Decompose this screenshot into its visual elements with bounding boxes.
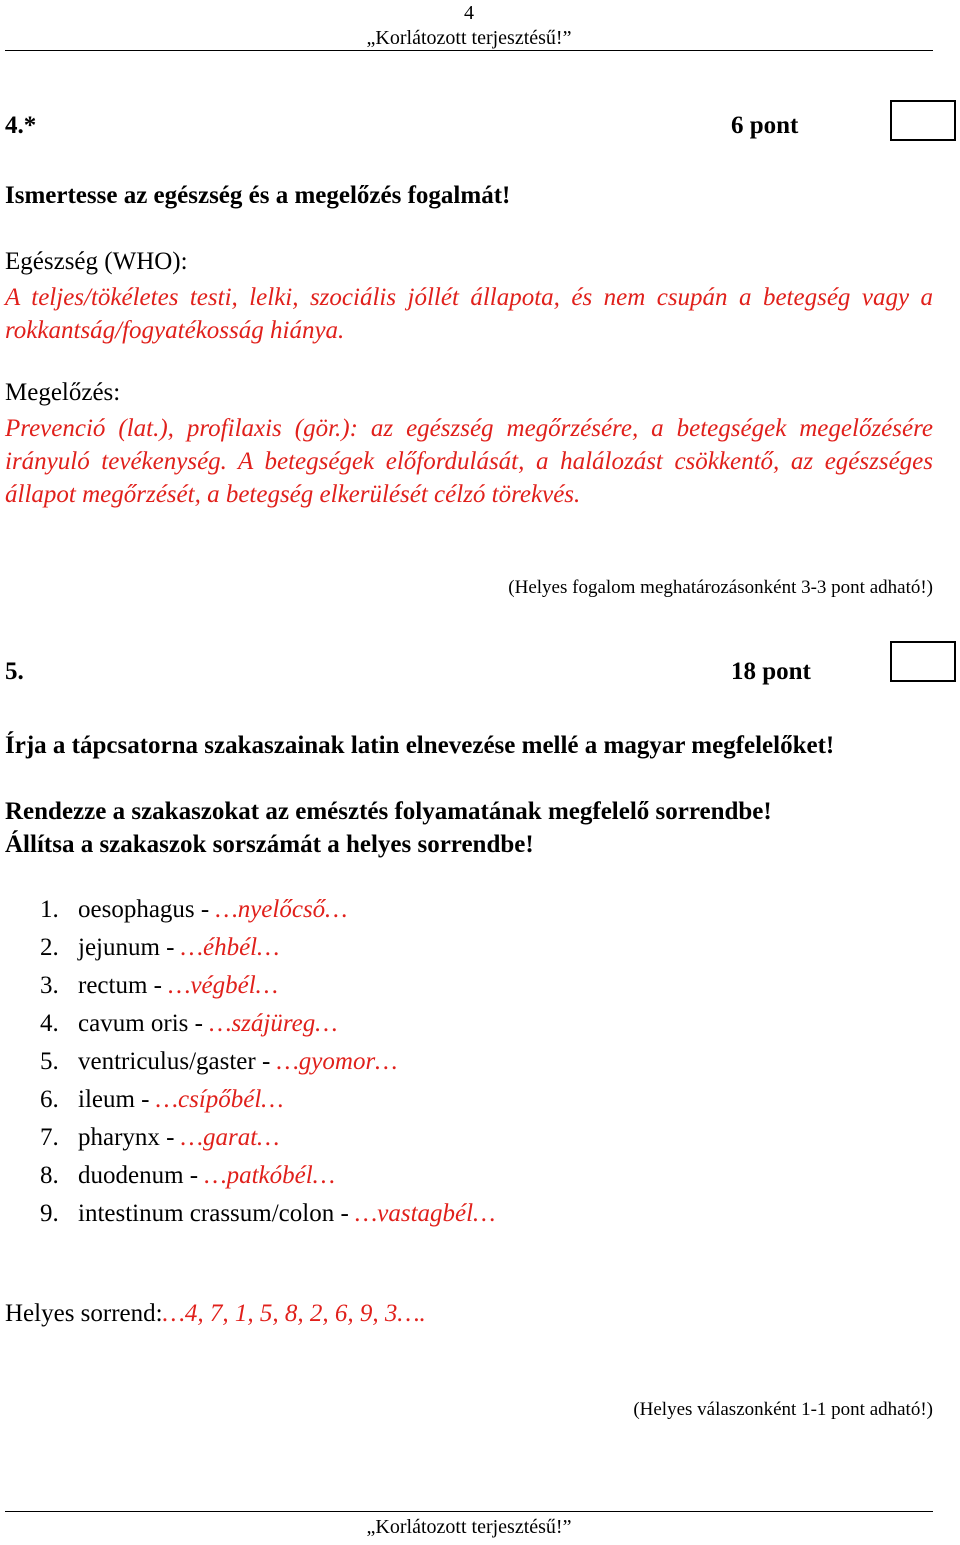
q5-instruction-1: Írja a tápcsatorna szakaszainak latin elnevezése mellé a magyar megfelelőket! [5,732,835,759]
list-item: 1. oesophagus - …nyelőcső… [40,896,348,923]
q5-points: 18 pont [731,658,811,685]
q4-points: 6 pont [731,112,799,139]
q4-score-box[interactable] [890,100,956,141]
q5-number: 5. [5,658,24,685]
list-item: 5. ventriculus/gaster - …gyomor… [40,1048,398,1075]
answer-text: …szájüreg… [209,1010,338,1037]
footer-restriction: „Korlátozott terjesztésű!” [366,1516,572,1538]
q4-def1-text: A teljes/tökéletes testi, lelki, szociális jóllét állapota, és nem csupán a betegség vagy a rokkantság/fogyatékosság hiánya. [5,284,933,344]
q5-instruction-2: Rendezze a szakaszokat az emésztés folyamatának megfelelő sorrendbe! [5,798,772,825]
list-item: 6. ileum - …csípőbél… [40,1086,284,1113]
list-item: 2. jejunum - …éhbél… [40,934,280,961]
q5-instruction-3: Állítsa a szakaszok sorszámát a helyes sorrendbe! [5,831,534,858]
answer-text: …végbél… [168,972,278,999]
correct-order [5,1300,426,1328]
q4-def2-label: Megelőzés: [5,379,121,406]
q4-number: 4.* [5,112,37,139]
list-item: 9. intestinum crassum/colon - …vastagbél… [40,1200,496,1227]
q5-scoring-note: (Helyes válaszonként 1-1 pont adható!) [633,1399,933,1420]
q4-def1-label: Egészség (WHO): [5,248,188,275]
answer-text: …gyomor… [276,1048,398,1075]
answer-text: …nyelőcső… [215,896,348,923]
answer-text: …garat… [180,1124,280,1151]
correct-order-label: Helyes sorrend: [5,1300,163,1327]
list-item: 8. duodenum - …patkóbél… [40,1162,335,1189]
page-number: 4 [464,2,474,24]
list-item: 7. pharynx - …garat… [40,1124,280,1151]
q4-scoring-note: (Helyes fogalom meghatározásonként 3-3 pont adható!) [508,577,933,598]
correct-order-value: …4, 7, 1, 5, 8, 2, 6, 9, 3…. [162,1300,426,1327]
list-item: 4. cavum oris - …szájüreg… [40,1010,338,1037]
list-item: 3. rectum - …végbél… [40,972,278,999]
answer-text: …vastagbél… [355,1200,496,1227]
answer-text: …csípőbél… [155,1086,284,1113]
header-divider [5,50,933,51]
header-restriction: „Korlátozott terjesztésű!” [366,27,572,49]
q4-def2-text: Prevenció (lat.), profilaxis (gör.): az egészség megőrzésére, a betegségek megelőzésére irányuló tevékenység. A betegségek előfordulását, a halálozást csökkentő, az egészséges állapot megőrzését, a betegség elkerülését célzó törekvés. [5,415,933,508]
q5-score-box[interactable] [890,641,956,682]
q4-question: Ismertesse az egészség és a megelőzés fogalmát! [5,182,511,209]
answer-text: …patkóbél… [204,1162,335,1189]
answer-text: …éhbél… [180,934,280,961]
footer-divider [5,1511,933,1512]
